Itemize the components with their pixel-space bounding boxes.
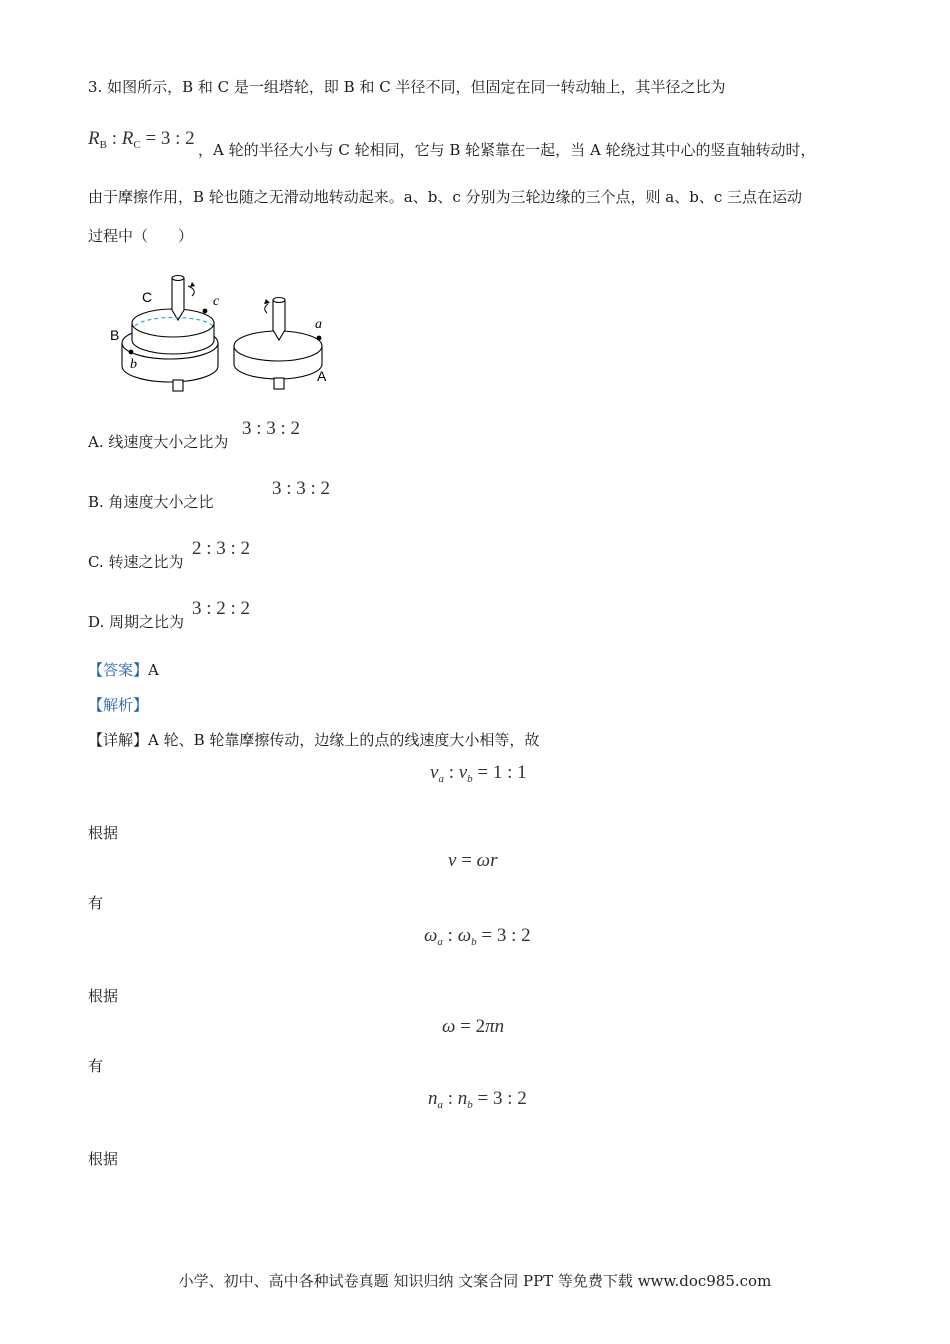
analysis-tag: 【解析】: [88, 696, 149, 714]
equation-n-ratio: $n_a$ : $n_b = 3$ : 2: [428, 1088, 527, 1111]
label-genju-1: 根据: [88, 824, 119, 842]
label-C: C: [142, 289, 153, 305]
label-B: B: [110, 327, 120, 343]
label-b: b: [130, 357, 137, 372]
option-d-value: 3 : 2 : 2: [192, 598, 251, 619]
axle-a-bottom: [274, 378, 284, 389]
label-A: A: [317, 368, 327, 384]
axle-bc-cap: [172, 276, 184, 281]
ratio-value: = 3 : 2: [145, 128, 195, 149]
question-line-1: 3. 如图所示，B 和 C 是一组塔轮，即 B 和 C 半径不同，但固定在同一转动轴上，其半径之比为: [88, 78, 726, 96]
analysis-tag-line: [88, 695, 148, 715]
axle-bc-bottom: [173, 380, 183, 391]
page-footer: 小学、初中、高中各种试卷真题 知识归纳 文案合同 PPT 等免费下载 www.doc985.com: [178, 1272, 772, 1290]
equation-omega-ratio: $\omega_a$ : $\omega_b = 3$ : 2: [424, 925, 531, 948]
equation-n-ratio-value: = 3 : 2: [477, 1088, 527, 1109]
rotation-arrowhead-bc: [190, 282, 195, 287]
rotation-arrow-bc: [188, 286, 194, 296]
equation-va-vb: $v_a$ : $v_b = 1$ : 1: [430, 762, 527, 785]
equation-va-vb-value: = 1 : 1: [477, 762, 527, 783]
label-a: a: [315, 317, 322, 332]
rotation-arrow-a: [265, 304, 268, 313]
label-you-1: 有: [88, 894, 104, 912]
option-c-text: C. 转速之比为: [88, 553, 184, 571]
ratio-sub-c: C: [133, 139, 141, 151]
detail-line: [88, 730, 539, 750]
tower-wheel-figure: [108, 268, 338, 394]
answer-value: A: [148, 661, 159, 679]
label-genju-3: 根据: [88, 1150, 119, 1168]
option-b-text: B. 角速度大小之比: [88, 493, 214, 511]
question-line-2: ，A 轮的半径大小与 C 轮相同，它与 B 轮紧靠在一起，当 A 轮绕过其中心的竖直轴转动时，: [198, 141, 816, 159]
equation-v-omega-r: v = ωr: [448, 850, 498, 871]
option-a-value: 3 : 3 : 2: [242, 418, 301, 439]
question-line-3: 由于摩擦作用，B 轮也随之无滑动地转动起来。a、b、c 分别为三轮边缘的三个点，则 a、b、c 三点在运动: [88, 188, 802, 206]
rotation-arrowhead-a: [264, 299, 270, 304]
wheel-c-top: [132, 309, 214, 337]
point-c: [203, 309, 208, 314]
option-a-text: A. 线速度大小之比为: [88, 433, 229, 451]
option-d-text: D. 周期之比为: [88, 613, 185, 631]
point-b: [129, 350, 134, 355]
answer-line: [88, 660, 159, 680]
axle-a-top: [273, 300, 285, 340]
question-line-4: 过程中（ ）: [88, 227, 194, 245]
option-b-value: 3 : 3 : 2: [272, 478, 331, 499]
detail-text: A 轮、B 轮靠摩擦传动，边缘上的点的线速度大小相等，故: [148, 731, 540, 749]
equation-omega-2pi-n: ω = 2πn: [442, 1016, 505, 1037]
label-you-2: 有: [88, 1057, 104, 1075]
equation-omega-ratio-value: = 3 : 2: [481, 925, 531, 946]
point-a: [317, 336, 322, 341]
label-genju-2: 根据: [88, 987, 119, 1005]
option-c-value: 2 : 3 : 2: [192, 538, 251, 559]
axle-a-cap: [273, 298, 285, 303]
ratio-sub-b: B: [99, 139, 107, 151]
answer-tag: 【答案】: [88, 661, 149, 679]
axle-bc-top: [172, 278, 184, 320]
ratio-formula: $R_B$ : $R_C = 3$ : 2: [88, 128, 195, 151]
detail-tag: 【详解】: [88, 731, 149, 749]
label-c: c: [213, 294, 220, 309]
